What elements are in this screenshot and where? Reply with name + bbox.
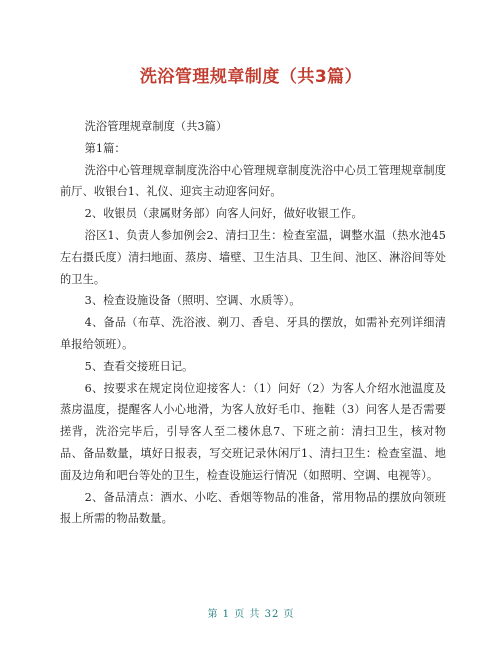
paragraph: 6、按要求在规定岗位迎接客人：（1）问好（2）为客人介绍水池温度及蒸房温度，提醒客人小心地滑，为客人放好毛巾、拖鞋（3）问客人是否需要搓背，洗浴完毕后，引导客人至二楼休息7、下班之前：清扫卫生，核对物品、备品数量，填好日报表，写交班记录休闲厅1、清扫卫生：检查室温、地面及边角和吧台等处的卫生，检查设施运行情况（如照明、空调、电视等）。: [60, 381, 446, 482]
paragraph: 2、备品清点：酒水、小吃、香烟等物品的准备，常用物品的摆放向领班报上所需的物品数量。: [60, 490, 446, 526]
paragraph: 浴区1、负责人参加例会2、清扫卫生：检查室温，调整水温（热水池45左右摄氏度）清扫地面、蒸房、墙壁、卫生洁具、卫生间、池区、淋浴间等处的卫生。: [60, 228, 446, 286]
paragraph: 5、查看交接班日记。: [84, 359, 194, 373]
page-number-footer: 第 1 页 共 32 页: [207, 609, 295, 620]
paragraph: 第1篇：: [84, 141, 126, 155]
paragraph: 2、收银员（隶属财务部）向客人问好，做好收银工作。: [84, 207, 363, 221]
document-title: 洗浴管理规章制度（共3篇）: [139, 67, 363, 87]
paragraph: 3、检查设施设备（照明、空调、水质等）。: [84, 294, 301, 308]
paragraph: 洗浴中心管理规章制度洗浴中心管理规章制度洗浴中心员工管理规章制度前厅、收银台1、礼仪、迎宾主动迎客问好。: [60, 163, 446, 199]
paragraph: 洗浴管理规章制度（共3篇）: [84, 120, 228, 133]
paragraph: 4、备品（布草、洗浴液、剃刀、香皂、牙具的摆放，如需补充列详细清单报给领班）。: [60, 316, 446, 351]
document-body: [60, 116, 446, 530]
